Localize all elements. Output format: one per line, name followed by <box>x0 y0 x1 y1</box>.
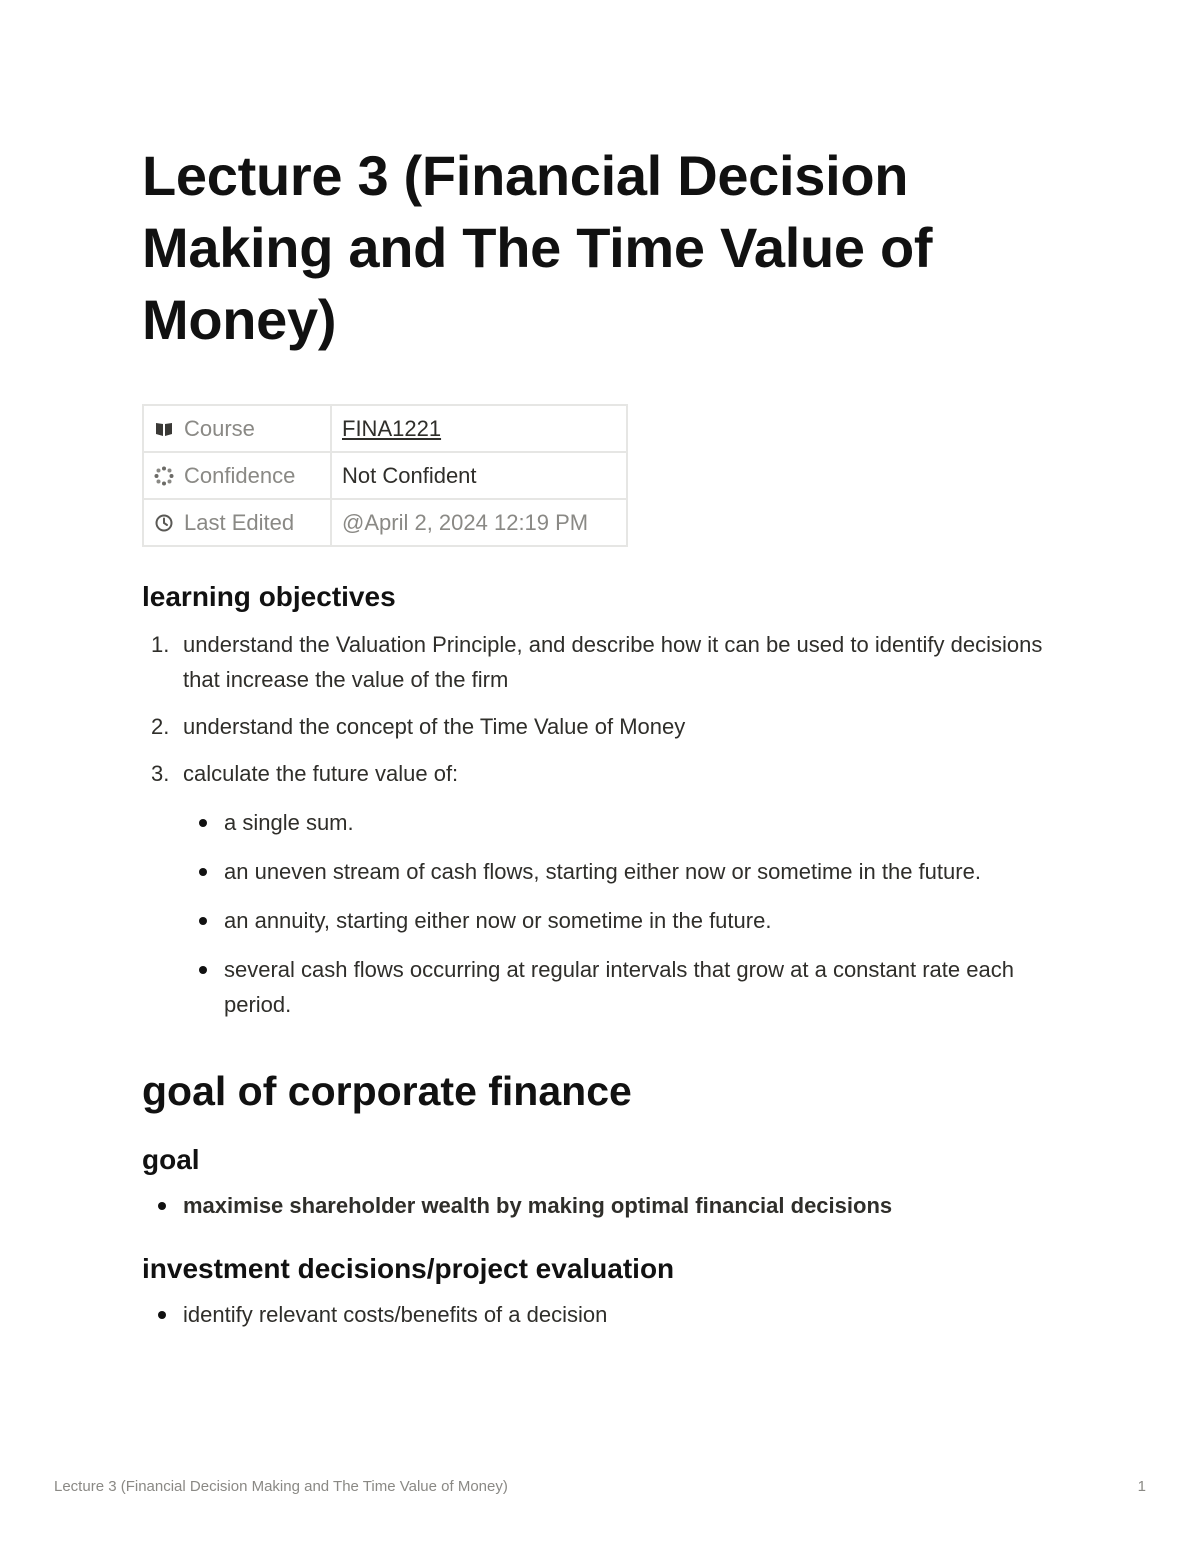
property-value-course[interactable] <box>331 405 627 452</box>
list-item: maximise shareholder wealth by making optimal financial decisions <box>142 1188 1072 1223</box>
book-icon <box>154 419 174 439</box>
list-item: several cash flows occurring at regular intervals that grow at a constant rate each period. <box>183 952 1072 1022</box>
property-key-confidence <box>143 452 331 499</box>
list-item: an uneven stream of cash flows, starting either now or sometime in the future. <box>183 854 1072 889</box>
properties-table <box>142 404 628 547</box>
future-value-sub-list <box>183 805 1072 1022</box>
list-number: 2. <box>151 714 170 739</box>
page-number: 1 <box>1137 1478 1146 1495</box>
investment-list <box>142 1297 1072 1332</box>
learning-objectives-heading: learning objectives <box>142 581 396 612</box>
property-value-last-edited <box>331 499 627 546</box>
learning-objectives-list <box>142 627 1072 1022</box>
list-item-text: calculate the future value of: <box>183 761 459 786</box>
list-item: identify relevant costs/benefits of a decision <box>142 1297 1072 1332</box>
property-key-label: Last Edited <box>184 509 295 535</box>
property-key-label: Course <box>184 415 255 441</box>
list-item: a single sum. <box>183 805 1072 840</box>
list-item <box>142 709 1072 744</box>
property-key-last-edited <box>143 499 331 546</box>
page-title: Lecture 3 (Financial Decision Making and The Time Value of Money) <box>142 144 933 351</box>
list-item: an annuity, starting either now or sometime in the future. <box>183 903 1072 938</box>
list-item-text: understand the concept of the Time Value of Money <box>183 714 686 739</box>
goal-heading: goal <box>142 1144 200 1175</box>
loading-spinner-icon <box>154 466 174 486</box>
date-mention: @April 2, 2024 12:19 PM <box>342 509 589 535</box>
goal-list <box>142 1188 1072 1223</box>
property-row-confidence <box>143 452 627 499</box>
list-number: 3. <box>151 761 170 786</box>
property-row-last-edited <box>143 499 627 546</box>
corporate-finance-heading: goal of corporate finance <box>142 1068 632 1114</box>
property-key-course <box>143 405 331 452</box>
list-item <box>142 756 1072 1022</box>
list-item <box>142 627 1072 697</box>
list-item-text: understand the Valuation Principle, and describe how it can be used to identify decisions that increase the value of the firm <box>183 632 1043 692</box>
property-key-label: Confidence <box>184 462 296 488</box>
property-value-confidence[interactable] <box>331 452 627 499</box>
course-link[interactable]: FINA1221 <box>342 415 442 441</box>
footer-title: Lecture 3 (Financial Decision Making and The Time Value of Money) <box>54 1478 508 1495</box>
clock-icon <box>154 513 174 533</box>
property-row-course <box>143 405 627 452</box>
confidence-value[interactable]: Not Confident <box>342 462 477 488</box>
page-content <box>142 140 1072 1332</box>
list-number: 1. <box>151 632 170 657</box>
investment-decisions-heading: investment decisions/project evaluation <box>142 1253 675 1284</box>
